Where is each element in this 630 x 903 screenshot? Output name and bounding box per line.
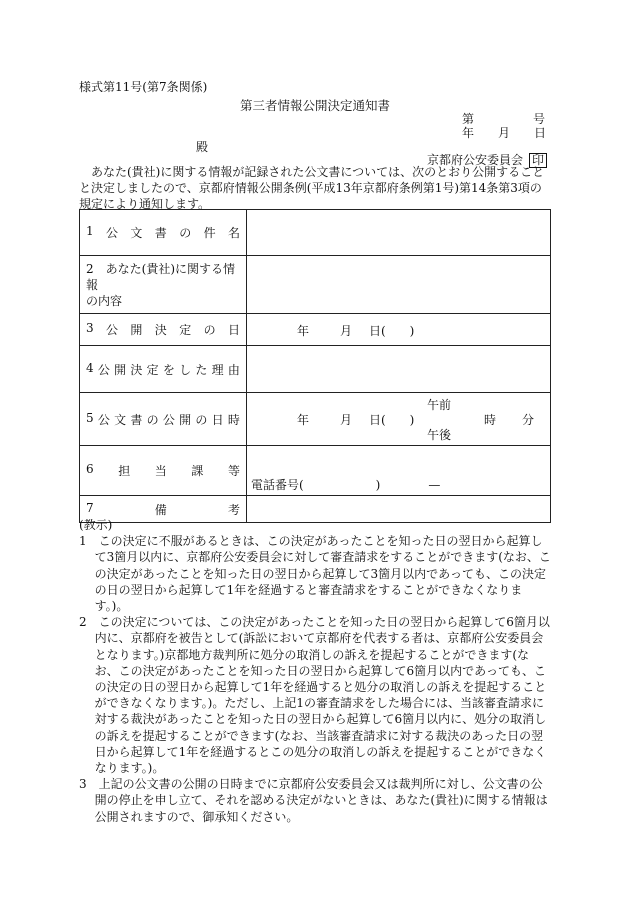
label-char: た <box>195 362 208 377</box>
decision-month: 月 <box>340 323 353 338</box>
label-char: 由 <box>227 362 240 377</box>
open-year: 年 <box>297 413 310 427</box>
instruction-item: 1 この決定に不服があるときは、この決定があったことを知った日の翌日から起算して3箇月以内に、京都府公安委員会に対して審査請求をすることができます(なお、この決定があったことを知った日の翌日から起算して3箇月以内であっても、この決定の日の翌日から起算して1年を経過すると審査請求をすることができなくなります。)。 <box>79 534 551 614</box>
instruction-item: 3 上記の公文書の公開の日時までに京都府公安委員会又は裁判所に対し、公文書の公開の停止を申し立て、それを認める決定がないときは、あなた(貴社)に関する情報は公開されますので、御承知ください。 <box>79 777 548 824</box>
label-cell <box>80 393 247 446</box>
label-char: 当 <box>154 464 167 478</box>
label-char: 公 <box>162 412 175 427</box>
label-cell <box>80 446 247 496</box>
label-cell <box>80 346 247 393</box>
document-title: 第三者情報公開決定通知書 <box>239 98 390 113</box>
notice-table <box>79 209 551 523</box>
seal-mark: 印 <box>529 153 547 168</box>
table-row <box>80 256 551 314</box>
row-label <box>80 224 246 241</box>
label-char: 書 <box>154 226 167 240</box>
label-char: 担 <box>118 464 131 478</box>
pm-label: 午後 <box>427 428 452 442</box>
instruction-item: 2 この決定については、この決定があったことを知った日の翌日から起算して6箇月以内に、京都府を被告として(訴訟において京都府を代表する者は、京都府公安委員会となります。)京都地方裁判所に処分の取消しの訴えを提起することができます(なお、この決定があったことを知った日の翌日から起算して6箇月以内であっても、この決定の日の翌日から起算して1年を経過すると処分の取消しの訴えを提起することができなくなります。)。ただし、上記1の審査請求をした場合には、当該審査請求に対する裁決があったことを知った日の翌日から起算して6箇月以内に、処分の取消しの訴えを提起することができます(なお、当該審査請求に対する裁決のあった日の翌日から起算して1年を経過するとこの処分の取消しの訴えを提起することができなくなります。)。 <box>79 615 550 776</box>
label-char: の <box>146 412 159 427</box>
phone-line: 電話番号( ) — <box>251 478 441 492</box>
value-cell-department <box>247 446 551 496</box>
label-char: 時 <box>227 412 240 427</box>
label-char: 開 <box>114 362 127 377</box>
intro-paragraph <box>79 164 549 212</box>
label-char: を <box>162 362 175 377</box>
row-label-line2: の内容 <box>86 293 123 308</box>
label-char: 定 <box>179 323 192 337</box>
label-char: 公 <box>97 412 110 427</box>
row-label <box>80 411 246 428</box>
intro-text: あなた(貴社)に関する情報が記録された公文書については、次のとおり公開することと決定しましたので、京都府情報公開条例(平成13年京都府条例第1号)第14条第3項の規定により通知します。 <box>79 165 545 211</box>
open-month: 月 <box>340 413 353 427</box>
row-number: 7 <box>86 500 94 515</box>
label-char: 備 <box>154 502 167 517</box>
value-cell-date <box>247 314 551 346</box>
label-char: の <box>179 226 192 240</box>
open-day: 日( ) <box>369 413 415 427</box>
minute-label: 分 <box>522 413 535 427</box>
decision-year: 年 <box>297 323 310 338</box>
row-number: 6 <box>86 462 94 476</box>
date-day: 日 <box>534 126 547 140</box>
number-prefix: 第 <box>462 112 475 126</box>
form-number-label: 様式第11号(第7条関係) <box>79 80 208 94</box>
row-number: 3 <box>86 321 94 335</box>
date-year: 年 <box>462 126 475 140</box>
value-cell-title <box>247 210 551 256</box>
label-char: 課 <box>191 464 204 478</box>
label-char: 等 <box>227 464 240 478</box>
label-cell <box>80 256 247 314</box>
label-char: 定 <box>146 362 159 377</box>
label-cell <box>80 210 247 256</box>
instructions-section <box>79 517 551 825</box>
row-number: 4 <box>86 360 94 375</box>
label-char: し <box>179 362 192 377</box>
label-cell <box>80 314 247 346</box>
label-char: 名 <box>227 226 240 240</box>
table-row <box>80 210 551 256</box>
label-char: 決 <box>154 323 167 337</box>
table-row <box>80 346 551 393</box>
value-cell-datetime <box>247 393 551 446</box>
label-char: 書 <box>130 412 143 427</box>
value-cell-reason <box>247 346 551 393</box>
label-char: 決 <box>130 362 143 377</box>
label-char: 公 <box>97 362 110 377</box>
label-char: 文 <box>114 412 127 427</box>
label-char: 公 <box>106 323 119 337</box>
issue-date <box>462 124 546 141</box>
label-char: 考 <box>227 502 240 517</box>
table-row <box>80 393 551 446</box>
date-month: 月 <box>498 126 511 140</box>
row-number: 5 <box>86 410 94 425</box>
label-char: 件 <box>203 226 216 240</box>
value-cell-info <box>247 256 551 314</box>
label-char: の <box>203 323 216 337</box>
row-label-line1: 2 あなた(貴社)に関する情報 <box>86 261 235 292</box>
label-char: 文 <box>130 226 143 240</box>
label-char: 公 <box>106 226 119 240</box>
sender-name: 京都府公安委員会 <box>427 153 524 167</box>
am-label: 午前 <box>427 398 452 412</box>
number-suffix: 号 <box>533 112 546 126</box>
hour-label: 時 <box>484 413 497 427</box>
label-char: 開 <box>130 323 143 337</box>
instructions-heading: (教示) <box>79 518 113 532</box>
row-label <box>80 321 246 338</box>
row-label <box>80 462 246 479</box>
row-label <box>80 501 246 518</box>
label-char: 日 <box>227 323 240 337</box>
label-char: 日 <box>211 412 224 427</box>
row-label <box>80 361 246 378</box>
decision-day: 日( ) <box>369 323 415 338</box>
addressee-suffix: 殿 <box>196 140 209 154</box>
table-row <box>80 314 551 346</box>
row-number: 1 <box>86 224 94 238</box>
label-char: の <box>195 412 208 427</box>
table-row <box>80 446 551 496</box>
label-char: 開 <box>179 412 192 427</box>
label-char: 理 <box>211 362 224 377</box>
